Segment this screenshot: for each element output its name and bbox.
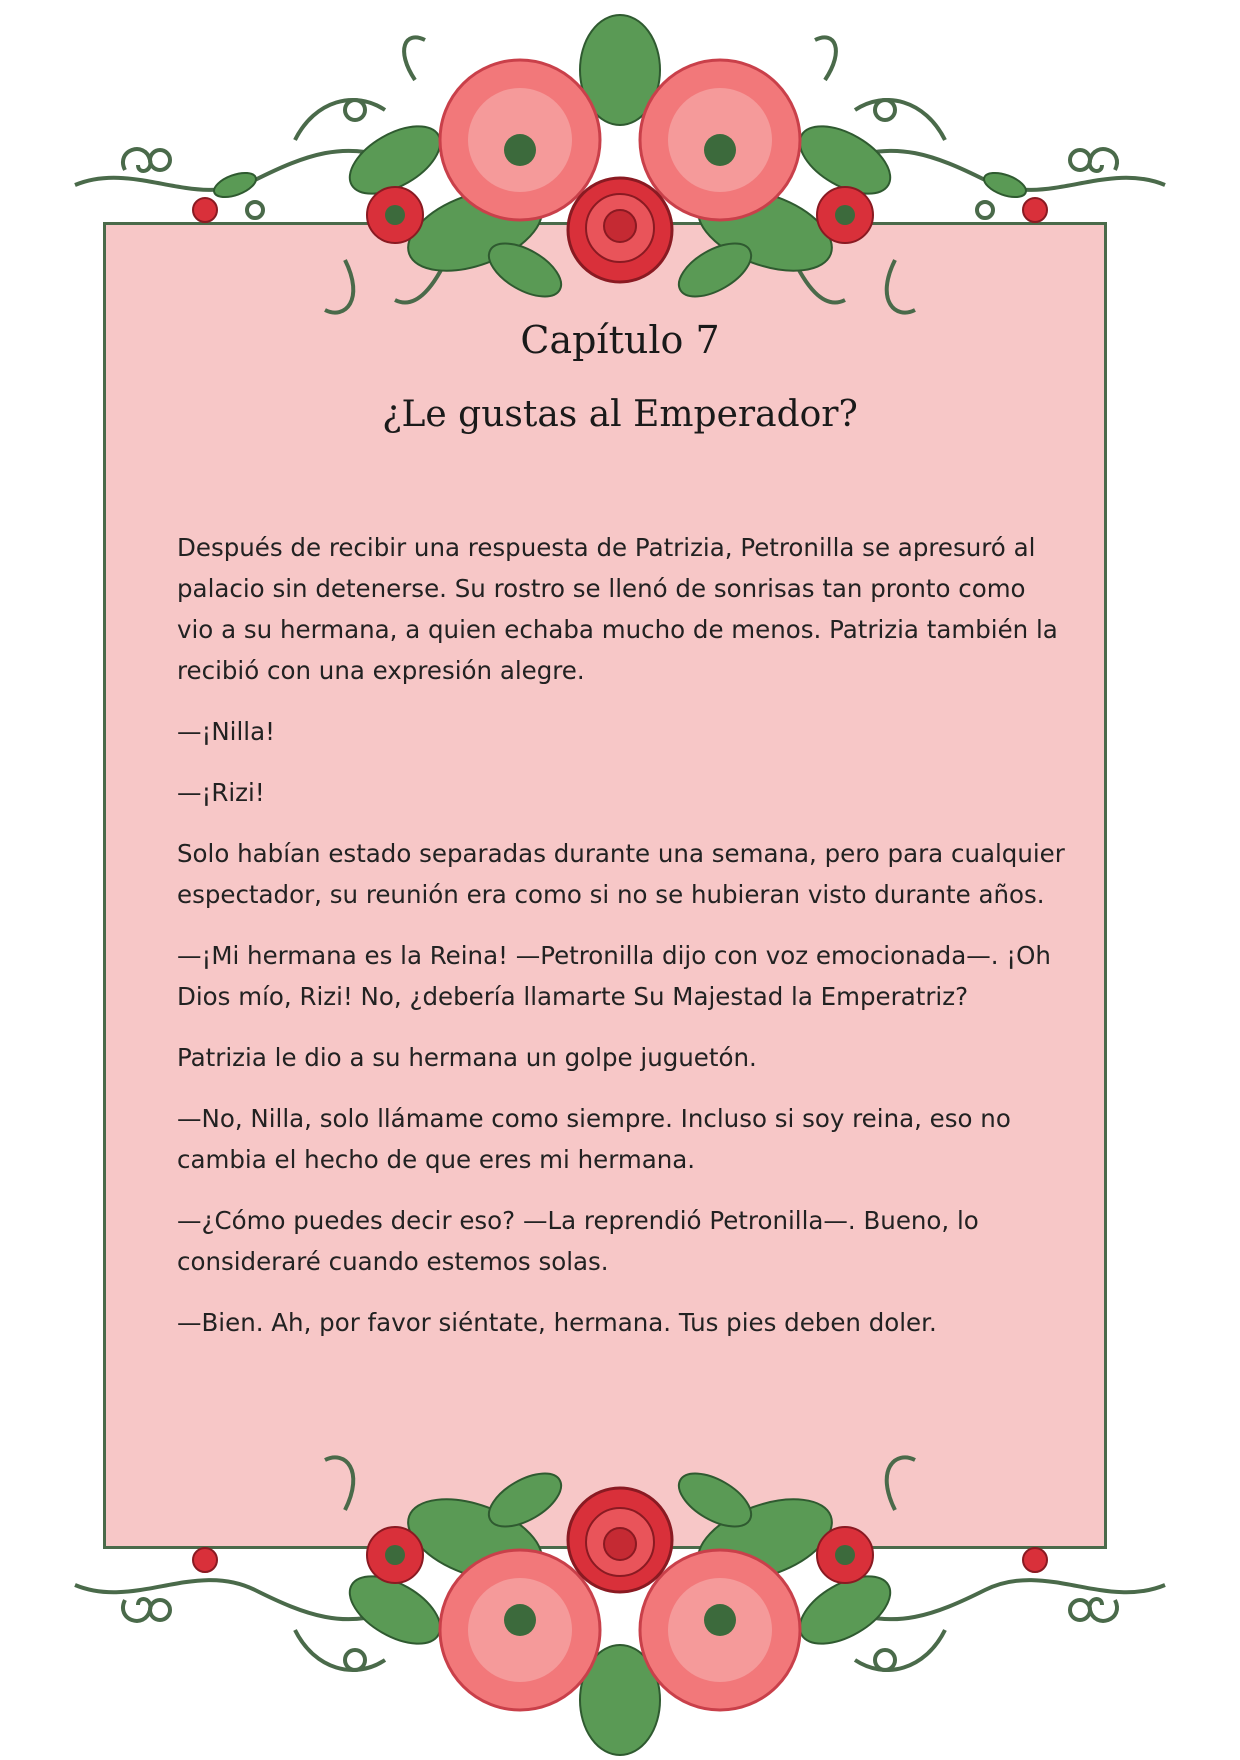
floral-wreath-icon <box>55 10 1185 350</box>
paragraph: —Bien. Ah, por favor siéntate, hermana. Tus pies deben doler. <box>177 1308 937 1337</box>
rose-icon <box>568 178 672 282</box>
paragraph: Patrizia le dio a su hermana un golpe juguetón. <box>177 1043 757 1072</box>
daisy-flower-icon <box>817 187 873 243</box>
paragraph: —¡Rizi! <box>177 778 265 807</box>
paragraph: —¿Cómo puedes decir eso? —La reprendió Petronilla—. Bueno, lo consideraré cuando estemos solas. <box>177 1206 979 1276</box>
poppy-flower-icon <box>440 60 600 220</box>
poppy-flower-icon <box>640 60 800 220</box>
paragraph: Después de recibir una respuesta de Patrizia, Petronilla se apresuró al palacio sin detenerse. Su rostro se llenó de sonrisas tan pronto como vio a su hermana, a quien echaba mucho de menos. Patrizia también la recibió con una expresión alegre. <box>177 533 1058 685</box>
chapter-title: ¿Le gustas al Emperador? <box>382 394 858 435</box>
chapter-label: Capítulo 7 <box>520 318 720 362</box>
paragraph: —¡Nilla! <box>177 717 275 746</box>
paragraph: —No, Nilla, solo llámame como siempre. Incluso si soy reina, eso no cambia el hecho de que eres mi hermana. <box>177 1104 1011 1174</box>
floral-wreath-icon <box>55 1420 1185 1760</box>
paragraph: Solo habían estado separadas durante una semana, pero para cualquier espectador, su reunión era como si no se hubieran visto durante años. <box>177 839 1065 909</box>
daisy-flower-icon <box>367 187 423 243</box>
floral-ornament-bottom <box>55 1420 1185 1760</box>
chapter-body <box>177 527 1067 1363</box>
floral-ornament-top <box>55 10 1185 350</box>
paragraph: —¡Mi hermana es la Reina! —Petronilla dijo con voz emocionada—. ¡Oh Dios mío, Rizi! No, ¿debería llamarte Su Majestad la Emperatriz? <box>177 941 1051 1011</box>
